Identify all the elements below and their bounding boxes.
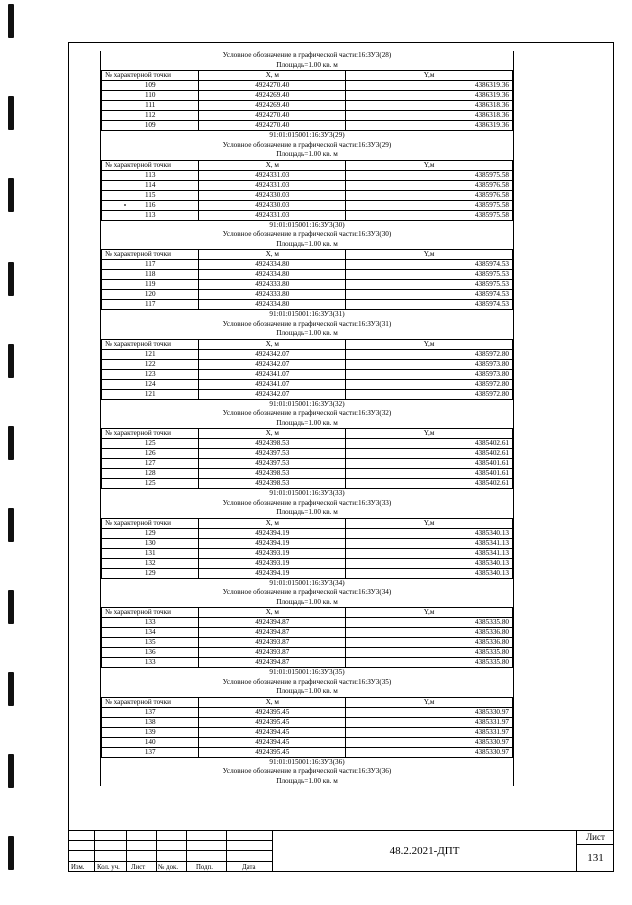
y-coordinate: 4385336.80 (346, 628, 513, 638)
table-row (102, 618, 513, 628)
header-y: Y,м (346, 429, 513, 439)
point-number: 121 (102, 389, 199, 399)
header-x: X, м (199, 160, 346, 170)
y-coordinate: 4385973.80 (346, 369, 513, 379)
point-number: 129 (102, 568, 199, 578)
x-coordinate: 4924342.07 (199, 349, 346, 359)
y-coordinate: 4386319.36 (346, 121, 513, 131)
table-header-row (102, 250, 513, 260)
header-point: № характерной точки (102, 339, 199, 349)
cadastral-number: 91:01:015001:16:ЗУ3(32) (269, 399, 345, 408)
designation-line: Условное обозначение в графической части:16:ЗУ3(29) (222, 140, 392, 149)
binding-mark (8, 836, 14, 870)
point-number: 133 (102, 618, 199, 628)
table-header-row (102, 160, 513, 170)
table-row (102, 707, 513, 717)
x-coordinate: 4924341.07 (199, 369, 346, 379)
x-coordinate: 4924331.03 (199, 170, 346, 180)
parcel-section (100, 221, 514, 311)
y-coordinate: 4385402.61 (346, 449, 513, 459)
parcel-section (100, 489, 514, 579)
y-coordinate: 4385401.61 (346, 469, 513, 479)
binding-mark (8, 590, 14, 624)
designation-line: Условное обозначение в графической части:16:ЗУ3(33) (222, 498, 392, 507)
x-coordinate: 4924395.45 (199, 707, 346, 717)
x-coordinate: 4924393.19 (199, 548, 346, 558)
y-coordinate: 4385975.53 (346, 280, 513, 290)
x-coordinate: 4924397.53 (199, 449, 346, 459)
point-number: 133 (102, 658, 199, 668)
table-row (102, 349, 513, 359)
table-row (102, 379, 513, 389)
point-number: 111 (102, 101, 199, 111)
header-x: X, м (199, 71, 346, 81)
x-coordinate: 4924398.53 (199, 439, 346, 449)
table-row (102, 200, 513, 210)
point-number: 125 (102, 439, 199, 449)
x-coordinate: 4924269.40 (199, 91, 346, 101)
x-coordinate: 4924270.40 (199, 121, 346, 131)
coordinates-table (101, 70, 513, 131)
point-number: 131 (102, 548, 199, 558)
y-coordinate: 4385402.61 (346, 479, 513, 489)
header-x: X, м (199, 608, 346, 618)
point-number: 118 (102, 270, 199, 280)
y-coordinate: 4385973.80 (346, 359, 513, 369)
point-number: 137 (102, 747, 199, 757)
designation-line: Условное обозначение в графической части:16:ЗУ3(28) (222, 51, 392, 59)
y-coordinate: 4386319.36 (346, 91, 513, 101)
y-coordinate: 4385974.53 (346, 290, 513, 300)
coordinates-table (101, 697, 513, 758)
x-coordinate: 4924394.45 (199, 727, 346, 737)
designation-line: Условное обозначение в графической части:16:ЗУ3(34) (222, 588, 392, 596)
y-coordinate: 4385340.13 (346, 568, 513, 578)
y-coordinate: 4385336.80 (346, 638, 513, 648)
table-row (102, 210, 513, 220)
x-coordinate: 4924342.07 (199, 359, 346, 369)
header-point: № характерной точки (102, 518, 199, 528)
y-coordinate: 4385972.80 (346, 379, 513, 389)
binding-mark (8, 754, 14, 788)
table-row (102, 270, 513, 280)
point-number: 123 (102, 369, 199, 379)
label-doc-number: № док. (158, 864, 179, 871)
title-block (68, 830, 614, 872)
coordinates-table (101, 607, 513, 668)
table-row (102, 528, 513, 538)
x-coordinate: 4924393.87 (199, 648, 346, 658)
y-coordinate: 4385401.61 (346, 459, 513, 469)
point-number: 135 (102, 638, 199, 648)
y-coordinate: 4385341.13 (346, 538, 513, 548)
x-coordinate: 4924394.19 (199, 528, 346, 538)
header-x: X, м (199, 429, 346, 439)
binding-mark (8, 672, 14, 706)
header-point: № характерной точки (102, 71, 199, 81)
table-header-row (102, 339, 513, 349)
label-date: Дата (242, 864, 256, 871)
x-coordinate: 4924331.03 (199, 210, 346, 220)
table-row (102, 538, 513, 548)
coordinates-table (101, 339, 513, 400)
x-coordinate: 4924398.53 (199, 469, 346, 479)
point-number: 125 (102, 479, 199, 489)
x-coordinate: 4924333.80 (199, 290, 346, 300)
table-row (102, 548, 513, 558)
table-row (102, 638, 513, 648)
x-coordinate: 4924269.40 (199, 101, 346, 111)
header-x: X, м (199, 339, 346, 349)
y-coordinate: 4385341.13 (346, 548, 513, 558)
y-coordinate: 4385975.58 (346, 210, 513, 220)
point-number: 115 (102, 190, 199, 200)
y-coordinate: 4385335.80 (346, 658, 513, 668)
table-row (102, 170, 513, 180)
x-coordinate: 4924394.87 (199, 628, 346, 638)
parcel-section (100, 668, 514, 758)
designation-line: Условное обозначение в графической части:16:ЗУ3(30) (222, 230, 392, 238)
table-row (102, 658, 513, 668)
y-coordinate: 4385402.61 (346, 439, 513, 449)
point-number: 117 (102, 260, 199, 270)
cadastral-number: 91:01:015001:16:ЗУ3(34) (269, 578, 345, 587)
header-x: X, м (199, 518, 346, 528)
y-coordinate: 4386318.36 (346, 111, 513, 121)
header-y: Y,м (346, 608, 513, 618)
label-kol-uch: Кол. уч. (97, 864, 120, 871)
table-row (102, 260, 513, 270)
point-number: 112 (102, 111, 199, 121)
header-y: Y,м (346, 160, 513, 170)
y-coordinate: 4386318.36 (346, 101, 513, 111)
cadastral-number: 91:01:015001:16:ЗУ3(31) (269, 310, 345, 318)
header-x: X, м (199, 697, 346, 707)
binding-mark (8, 508, 14, 542)
table-row (102, 628, 513, 638)
label-list: Лист (131, 864, 146, 871)
point-number: 113 (102, 210, 199, 220)
y-coordinate: 4385975.53 (346, 270, 513, 280)
table-row (102, 558, 513, 568)
table-row (102, 727, 513, 737)
x-coordinate: 4924394.45 (199, 737, 346, 747)
table-row (102, 81, 513, 91)
coordinates-table (101, 160, 513, 221)
point-number: 136 (102, 648, 199, 658)
table-row (102, 648, 513, 658)
area-line: Площадь=1.00 кв. м (276, 239, 338, 248)
label-signature: Подп. (196, 864, 213, 871)
binding-mark (8, 178, 14, 212)
parcel-section (100, 758, 514, 787)
y-coordinate: 4385331.97 (346, 727, 513, 737)
revision-grid (68, 830, 272, 872)
table-header-row (102, 518, 513, 528)
parcel-section (100, 51, 514, 131)
sheet-number: 131 (587, 852, 604, 864)
point-number: 130 (102, 538, 199, 548)
cadastral-number: 91:01:015001:16:ЗУ3(29) (269, 131, 345, 139)
y-coordinate: 4385335.80 (346, 648, 513, 658)
x-coordinate: 4924334.80 (199, 300, 346, 310)
x-coordinate: 4924334.80 (199, 260, 346, 270)
y-coordinate: 4385330.97 (346, 747, 513, 757)
table-header-row (102, 697, 513, 707)
header-y: Y,м (346, 518, 513, 528)
cadastral-number: 91:01:015001:16:ЗУ3(30) (269, 220, 345, 229)
binding-mark (8, 96, 14, 130)
cadastral-number: 91:01:015001:16:ЗУ3(35) (269, 668, 345, 676)
header-point: № характерной точки (102, 429, 199, 439)
point-number: 117 (102, 300, 199, 310)
table-row (102, 737, 513, 747)
point-number: 134 (102, 628, 199, 638)
table-row (102, 280, 513, 290)
table-row (102, 469, 513, 479)
y-coordinate: 4385976.58 (346, 190, 513, 200)
point-number: 127 (102, 459, 199, 469)
table-row (102, 290, 513, 300)
x-coordinate: 4924395.45 (199, 717, 346, 727)
point-number: 109 (102, 81, 199, 91)
point-number: 137 (102, 707, 199, 717)
x-coordinate: 4924393.87 (199, 638, 346, 648)
x-coordinate: 4924331.03 (199, 180, 346, 190)
coordinates-table (101, 518, 513, 579)
point-number: 129 (102, 528, 199, 538)
point-number: 119 (102, 280, 199, 290)
y-coordinate: 4385330.97 (346, 707, 513, 717)
table-row (102, 300, 513, 310)
binding-mark (8, 4, 14, 38)
y-coordinate: 4386319.36 (346, 81, 513, 91)
area-line: Площадь=1.00 кв. м (276, 508, 338, 516)
y-coordinate: 4385340.13 (346, 528, 513, 538)
designation-line: Условное обозначение в графической части:16:ЗУ3(35) (222, 677, 392, 686)
x-coordinate: 4924341.07 (199, 379, 346, 389)
point-number: 138 (102, 717, 199, 727)
point-number: 109 (102, 121, 199, 131)
header-point: № характерной точки (102, 608, 199, 618)
binding-mark (8, 262, 14, 296)
y-coordinate: 4385335.80 (346, 618, 513, 628)
point-number: 139 (102, 727, 199, 737)
y-coordinate: 4385972.80 (346, 349, 513, 359)
table-row (102, 180, 513, 190)
header-point: № характерной точки (102, 160, 199, 170)
area-line: Площадь=1.00 кв. м (276, 329, 338, 337)
coordinates-table (101, 249, 513, 310)
cadastral-number: 91:01:015001:16:ЗУ3(33) (269, 489, 345, 497)
designation-line: Условное обозначение в графической части:16:ЗУ3(36) (222, 767, 392, 775)
y-coordinate: 4385975.58 (346, 200, 513, 210)
y-coordinate: 4385340.13 (346, 558, 513, 568)
table-row (102, 369, 513, 379)
point-number: 114 (102, 180, 199, 190)
cadastral-number: 91:01:015001:16:ЗУ3(36) (269, 757, 345, 766)
x-coordinate: 4924393.19 (199, 558, 346, 568)
x-coordinate: 4924398.53 (199, 479, 346, 489)
designation-line: Условное обозначение в графической части:16:ЗУ3(31) (222, 319, 392, 328)
y-coordinate: 4385331.97 (346, 717, 513, 727)
parcel-section (100, 579, 514, 669)
y-coordinate: 4385975.58 (346, 170, 513, 180)
table-header-row (102, 429, 513, 439)
area-line: Площадь=1.00 кв. м (276, 418, 338, 427)
point-number: 122 (102, 359, 199, 369)
designation-line: Условное обозначение в графической части:16:ЗУ3(32) (222, 409, 392, 417)
table-row (102, 459, 513, 469)
header-y: Y,м (346, 250, 513, 260)
table-row (102, 717, 513, 727)
header-point: № характерной точки (102, 250, 199, 260)
table-row (102, 101, 513, 111)
parcel-section (100, 400, 514, 490)
table-header-row (102, 71, 513, 81)
point-number: 124 (102, 379, 199, 389)
x-coordinate: 4924397.53 (199, 459, 346, 469)
document-code: 48.2.2021-ДПТ (389, 845, 460, 857)
table-row (102, 389, 513, 399)
header-y: Y,м (346, 697, 513, 707)
coordinates-listing (100, 51, 514, 786)
x-coordinate: 4924395.45 (199, 747, 346, 757)
x-coordinate: 4924394.19 (199, 568, 346, 578)
point-number: 140 (102, 737, 199, 747)
y-coordinate: 4385974.53 (346, 300, 513, 310)
x-coordinate: 4924394.19 (199, 538, 346, 548)
point-number: 120 (102, 290, 199, 300)
x-coordinate: 4924394.87 (199, 618, 346, 628)
x-coordinate: 4924330.03 (199, 190, 346, 200)
table-row (102, 479, 513, 489)
area-line: Площадь=1.00 кв. м (276, 150, 338, 158)
point-number: 113 (102, 170, 199, 180)
sheet-label: Лист (577, 830, 614, 845)
binding-mark (8, 344, 14, 378)
x-coordinate: 4924333.80 (199, 280, 346, 290)
point-number: 116 (102, 200, 199, 210)
table-row (102, 449, 513, 459)
point-number: 128 (102, 469, 199, 479)
x-coordinate: 4924270.40 (199, 111, 346, 121)
header-point: № характерной точки (102, 697, 199, 707)
header-y: Y,м (346, 339, 513, 349)
header-y: Y,м (346, 71, 513, 81)
y-coordinate: 4385330.97 (346, 737, 513, 747)
binding-marks (6, 0, 18, 905)
point-number: 132 (102, 558, 199, 568)
header-x: X, м (199, 250, 346, 260)
table-row (102, 111, 513, 121)
y-coordinate: 4385972.80 (346, 389, 513, 399)
table-row (102, 121, 513, 131)
binding-mark (8, 426, 14, 460)
area-line: Площадь=1.00 кв. м (276, 597, 338, 606)
area-line: Площадь=1.00 кв. м (276, 687, 338, 695)
parcel-section (100, 310, 514, 400)
table-row (102, 568, 513, 578)
coordinates-table (101, 428, 513, 489)
table-header-row (102, 608, 513, 618)
table-row (102, 359, 513, 369)
table-row (102, 91, 513, 101)
point-number: 126 (102, 449, 199, 459)
area-line: Площадь=1.00 кв. м (276, 776, 338, 785)
y-coordinate: 4385976.58 (346, 180, 513, 190)
table-row (102, 190, 513, 200)
label-izm: Изм. (71, 864, 85, 871)
table-row (102, 747, 513, 757)
x-coordinate: 4924342.07 (199, 389, 346, 399)
x-coordinate: 4924334.80 (199, 270, 346, 280)
area-line: Площадь=1.00 кв. м (276, 60, 338, 69)
y-coordinate: 4385974.53 (346, 260, 513, 270)
x-coordinate: 4924394.87 (199, 658, 346, 668)
table-row (102, 439, 513, 449)
x-coordinate: 4924270.40 (199, 81, 346, 91)
point-number: 110 (102, 91, 199, 101)
x-coordinate: 4924330.03 (199, 200, 346, 210)
point-number: 121 (102, 349, 199, 359)
parcel-section (100, 131, 514, 221)
